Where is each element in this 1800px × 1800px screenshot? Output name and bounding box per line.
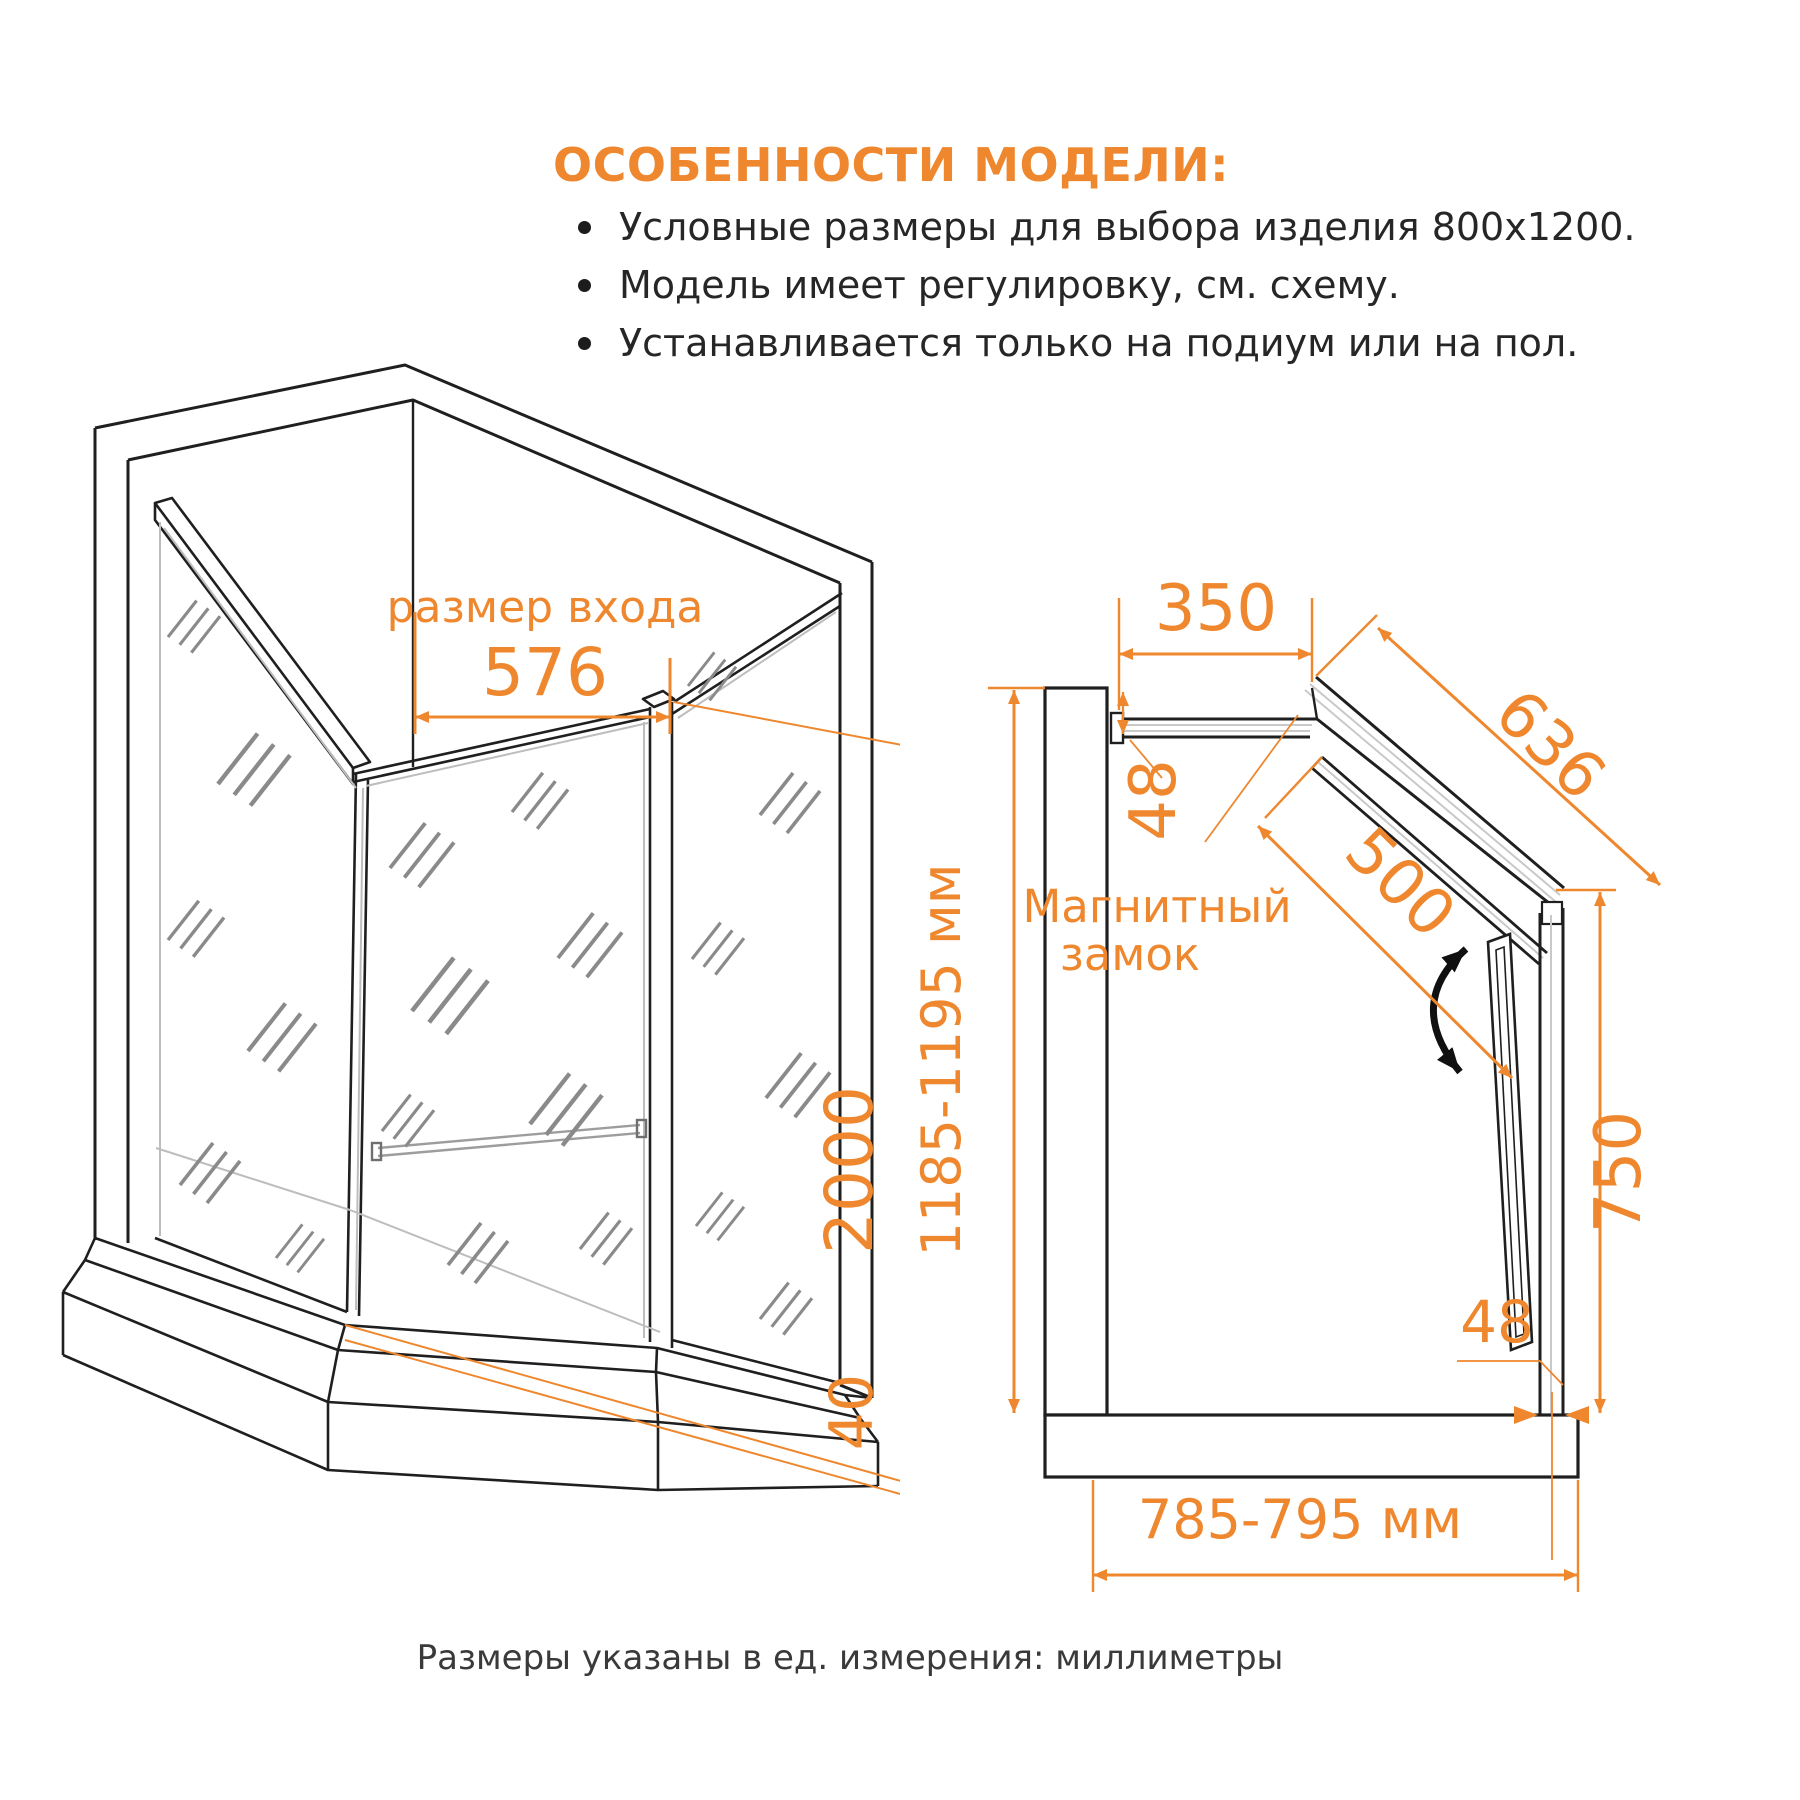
diagonal-panel-value: 636 xyxy=(1480,675,1620,815)
towel-bar xyxy=(372,1120,646,1160)
plan-top-panel xyxy=(1111,713,1317,743)
units-note: Размеры указаны в ед. измерения: миллиметры xyxy=(416,1638,1284,1678)
height-value: 2000 xyxy=(811,1086,888,1254)
page-title: ОСОБЕННОСТИ МОДЕЛИ: xyxy=(553,138,1230,192)
door-swing-arrow xyxy=(1433,949,1466,1072)
magnetic-lock-label: Магнитный xyxy=(1022,880,1292,933)
bullet-icon xyxy=(578,221,591,234)
entrance-width-value: 576 xyxy=(482,634,608,711)
bullet-icon xyxy=(578,337,591,350)
isometric-view-drawing xyxy=(60,350,900,1790)
tray-height-value: 40 xyxy=(817,1373,887,1451)
room-walls xyxy=(95,365,872,1398)
feature-text: Модель имеет регулировку, см. схему. xyxy=(619,262,1400,307)
feature-text: Условные размеры для выбора изделия 800x1200. xyxy=(619,205,1636,249)
shower-tray xyxy=(63,1238,878,1490)
feature-item xyxy=(560,205,1660,250)
wall-profile-value: 48 xyxy=(1117,759,1191,841)
bottom-width-value: 785-795 мм xyxy=(1137,1488,1463,1551)
feature-item xyxy=(560,263,1660,308)
top-width-value: 350 xyxy=(1154,572,1278,646)
feature-text: Устанавливается только на подиум или на пол. xyxy=(619,320,1579,365)
right-panel-value: 750 xyxy=(1582,1110,1656,1234)
depth-value: 1185-1195 мм xyxy=(910,863,973,1257)
plan-view-drawing xyxy=(880,470,1680,1660)
door-width-value: 500 xyxy=(1330,813,1470,953)
bottom-profile-value: 48 xyxy=(1460,1288,1534,1356)
magnetic-lock-label: замок xyxy=(1059,928,1201,981)
bullet-icon xyxy=(578,279,591,292)
entrance-size-label: размер входа xyxy=(386,582,704,633)
